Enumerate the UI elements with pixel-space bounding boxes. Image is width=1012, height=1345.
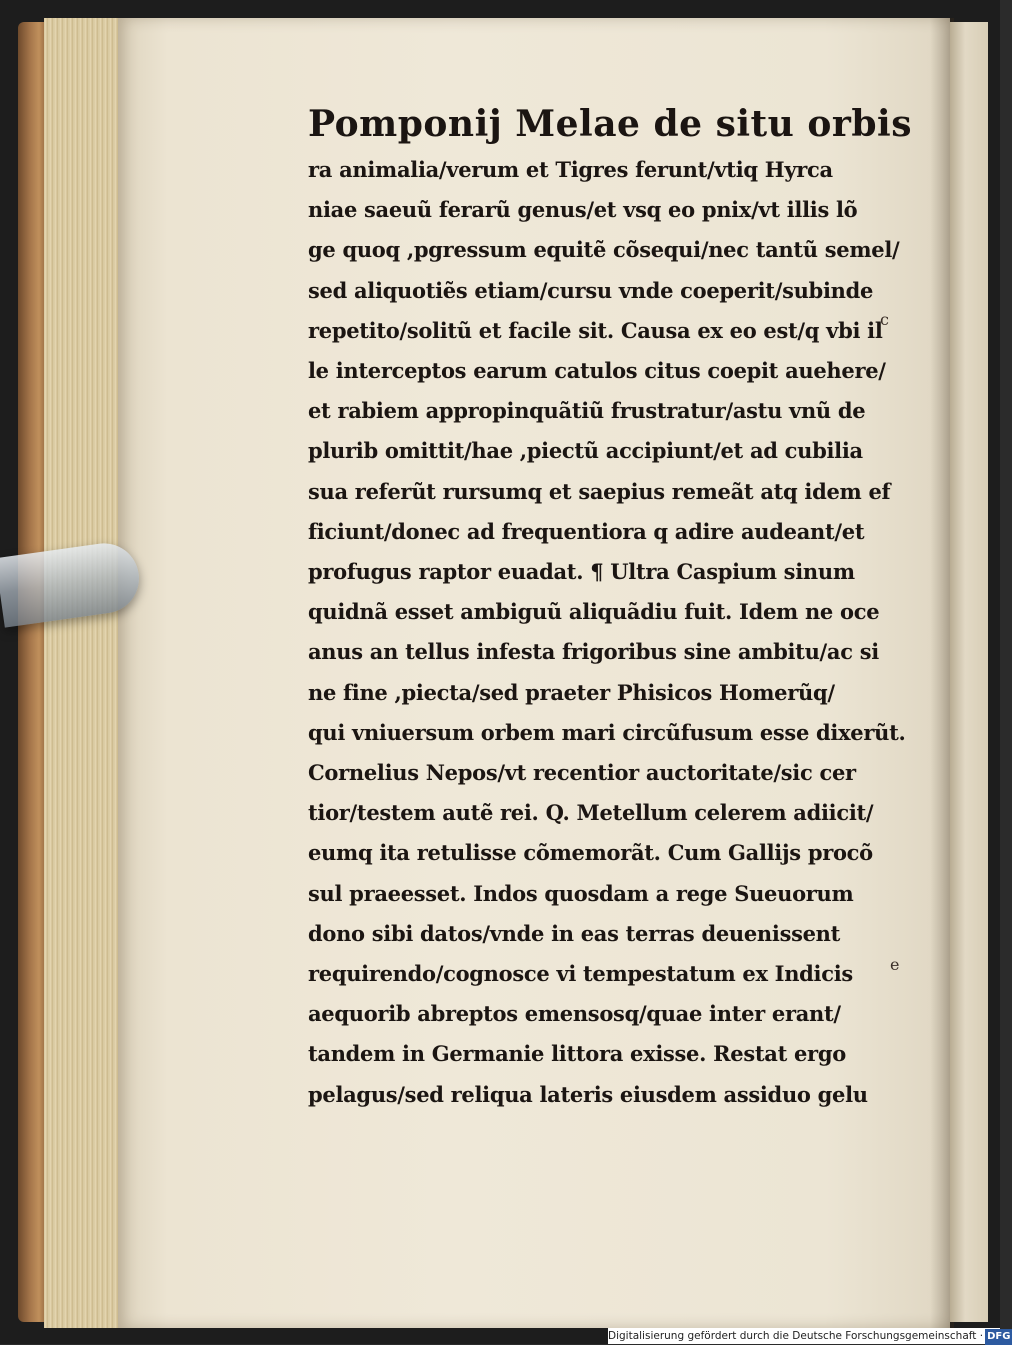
marginal-note: e — [890, 955, 900, 974]
text-line: quidnã esset ambiguũ aliquãdiu fuit. Idem ne oce — [308, 599, 880, 625]
facing-page — [950, 22, 988, 1322]
text-line: niae saeuũ ferarũ genus/et vsq eo pnix/vt illis lõ — [308, 197, 858, 223]
text-line: repetito/solitũ et facile sit. Causa ex eo est/q vbi il — [308, 317, 883, 343]
text-line: sed aliquotiẽs etiam/cursu vnde coeperit/subinde — [308, 277, 874, 303]
text-line: aequorib abreptos emensosq/quae inter erant/ — [308, 1001, 841, 1027]
text-line: ge quoq ,pgressum equitẽ cõsequi/nec tantũ semel/ — [308, 237, 900, 263]
text-line: et rabiem appropinquãtiũ frustratur/astu vnũ de — [308, 398, 866, 424]
text-lines — [308, 150, 906, 1115]
text-line: tandem in Germanie littora exisse. Restat ergo — [308, 1041, 846, 1067]
text-line: anus an tellus infesta frigoribus sine ambitu/ac si — [308, 639, 879, 665]
text-line: dono sibi datos/vnde in eas terras deuenissent — [308, 920, 841, 946]
credit-text: Digitalisierung gefördert durch die Deutsche Forschungsgemeinschaft · — [608, 1330, 984, 1342]
digitization-credit — [608, 1328, 1011, 1344]
text-line: tior/testem autẽ rei. Q. Metellum celerem adiicit/ — [308, 800, 874, 826]
text-line: sua referũt rursumq et saepius remeãt atq idem ef — [308, 478, 891, 504]
dfg-logo: DFG — [985, 1329, 1012, 1345]
text-line: pelagus/sed reliqua lateris eiusdem assiduo gelu — [308, 1081, 868, 1107]
text-line: Cornelius Nepos/vt recentior auctoritate/sic cer — [308, 760, 856, 786]
text-line: qui vniuersum orbem mari circũfusum esse dixerũt. — [308, 719, 906, 745]
text-line: ra animalia/verum et Tigres ferunt/vtiq Hyrca — [308, 157, 833, 182]
text-line: sul praeesset. Indos quosdam a rege Sueuorum — [308, 880, 854, 906]
text-line: le interceptos earum catulos citus coepit auehere/ — [308, 358, 886, 384]
text-line: profugus raptor euadat. ¶ Ultra Caspium sinum — [308, 559, 855, 585]
text-line: ne fine ,piecta/sed praeter Phisicos Homerũq/ — [308, 679, 835, 705]
marginal-note: c — [880, 310, 889, 329]
text-line: plurib omittit/hae ,piectũ accipiunt/et ad cubilia — [308, 438, 863, 464]
text-line: ficiunt/donec ad frequentiora q adire audeant/et — [308, 518, 865, 544]
page-edges — [44, 18, 124, 1328]
running-heading: Pomponij Melae de situ orbis — [308, 103, 912, 145]
text-line: eumq ita retulisse cõmemorãt. Cum Gallijs procõ — [308, 840, 873, 866]
text-line: requirendo/cognosce vi tempestatum ex Indicis — [308, 961, 853, 987]
text-block — [308, 100, 912, 1115]
